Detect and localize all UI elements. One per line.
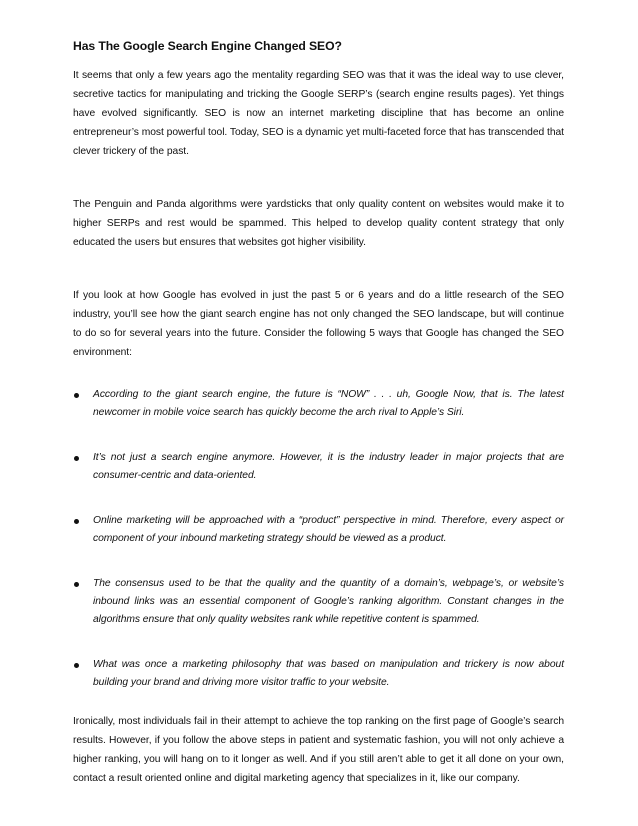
paragraph-google-evolution: If you look at how Google has evolved in just the past 5 or 6 years and do a little research of the SEO industry, you’ll see how the giant search engine has not only changed the SEO landscape, but will continue to do so for several years into the future. Consider the following 5 ways that Google has changed the SEO environment: [73,290,564,358]
bullet-point-icon [74,456,79,461]
paragraph-penguin-panda: The Penguin and Panda algorithms were yardsticks that only quality content on websites would make it to higher SERPs and rest would be spammed. This helped to develop quality content strategy that only educated the users but ensures that websites got higher visibility. [73,199,564,248]
bullet-point-icon [74,519,79,524]
document-page [73,38,564,788]
bullet-list [73,386,564,692]
list-item [73,449,564,485]
list-item [73,386,564,422]
paragraph-conclusion: Ironically, most individuals fail in their attempt to achieve the top ranking on the first page of Google’s search results. However, if you follow the above steps in patient and systematic fashion, you will not only achieve a higher ranking, you will hang on to it longer as well. And if you still aren’t able to get it all done on your own, contact a result oriented online and digital marketing agency that specializes in it, like our company. [73,716,564,784]
list-item [73,575,564,629]
bullet-point-icon [74,582,79,587]
paragraph-intro: It seems that only a few years ago the mentality regarding SEO was that it was the ideal way to use clever, secretive tactics for manipulating and tricking the Google SERP’s (search engine results pages). Yet things have evolved significantly. SEO is now an internet marketing discipline that has become an online entrepreneur’s most powerful tool. Today, SEO is a dynamic yet multi-faceted force that has transcended that clever trickery of the past. [73,70,564,157]
list-item-text: The consensus used to be that the quality and the quantity of a domain’s, webpage’s, or website’s inbound links was an essential component of Google’s ranking algorithm. Constant changes in the algorithms ensure that only quality websites rank while repetitive content is spammed. [93,578,564,625]
list-item-text: It’s not just a search engine anymore. However, it is the industry leader in major projects that are consumer-centric and data-oriented. [93,452,564,481]
list-item-text: Online marketing will be approached with a “product” perspective in mind. Therefore, every aspect or component of your inbound marketing strategy should be viewed as a product. [93,515,564,544]
list-item [73,512,564,548]
list-item-text: According to the giant search engine, the future is “NOW” . . . uh, Google Now, that is. The latest newcomer in mobile voice search has quickly become the arch rival to Apple’s Siri. [93,389,564,418]
bullet-point-icon [74,393,79,398]
bullet-point-icon [74,663,79,668]
list-item-text: What was once a marketing philosophy that was based on manipulation and trickery is now about building your brand and driving more visitor traffic to your website. [93,659,564,688]
list-item [73,656,564,692]
page-title: Has The Google Search Engine Changed SEO? [73,39,342,53]
